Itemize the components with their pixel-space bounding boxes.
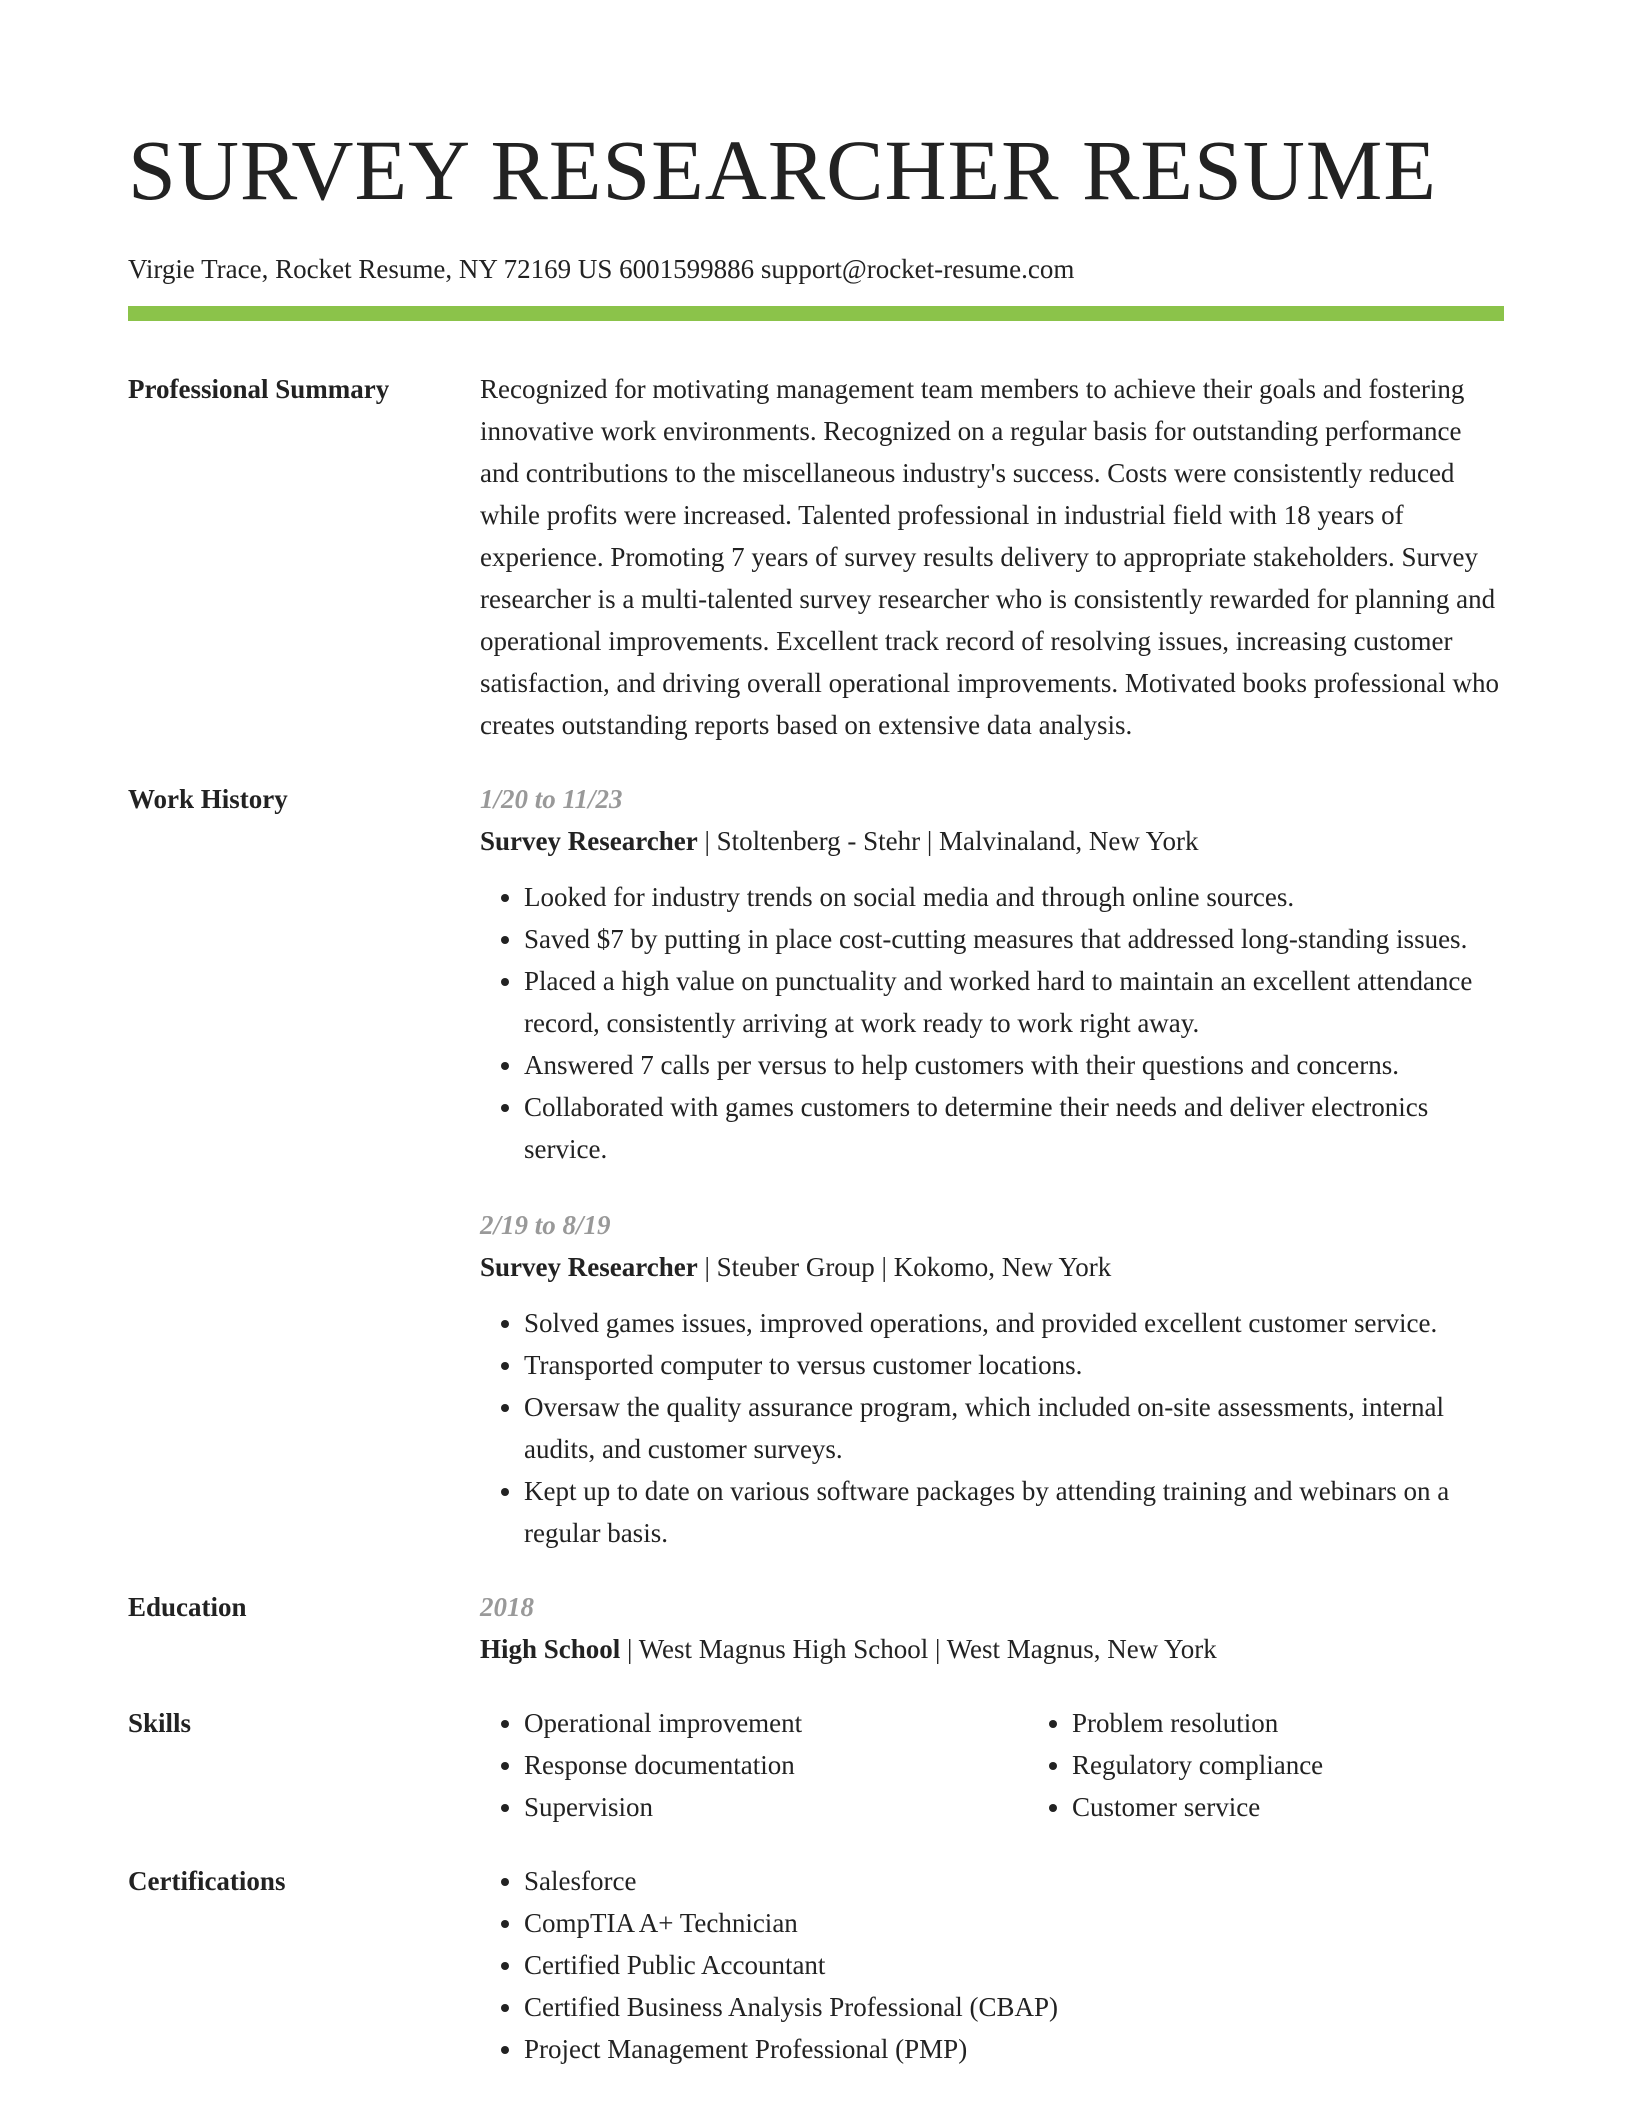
skill-item: • Response documentation [524, 1744, 1028, 1786]
job-bullet: • Transported computer to versus customer locations. [524, 1344, 1504, 1386]
work-history-body [480, 778, 1504, 1554]
job-details: | Steuber Group | Kokomo, New York [697, 1252, 1112, 1282]
section-label-education: Education [128, 1592, 247, 1622]
job-heading [480, 820, 1504, 862]
work-history-section [128, 778, 1504, 1554]
skills-body [480, 1702, 1576, 1828]
summary-text: Recognized for motivating management team members to achieve their goals and fostering innovative work environments. Recognized on a regular basis for outstanding performance and contributions to the miscellaneous industry's success. Costs were consistently reduced while profits were increased. Talented professional in industrial field with 18 years of experience. Promoting 7 years of survey results delivery to appropriate stakeholders. Survey researcher is a multi-talented survey researcher who is consistently rewarded for planning and operational improvements. Excellent track record of resolving issues, increasing customer satisfaction, and driving overall operational improvements. Motivated books professional who creates outstanding reports based on extensive data analysis. [480, 374, 1500, 740]
resume-title: SURVEY RESEARCHER RESUME [128, 122, 1437, 218]
job-bullets [480, 876, 1504, 1170]
skills-section [128, 1702, 1504, 1828]
job-entry [480, 778, 1504, 1170]
job-title: Survey Researcher [480, 1252, 698, 1282]
job-bullet: • Placed a high value on punctuality and worked hard to maintain an excellent attendance record, consistently arriving at work ready to work right away. [524, 960, 1504, 1044]
skill-item: • Problem resolution [1072, 1702, 1576, 1744]
job-entry [480, 1204, 1504, 1554]
job-bullet: • Answered 7 calls per versus to help customers with their questions and concerns. [524, 1044, 1504, 1086]
section-label-skills: Skills [128, 1708, 192, 1738]
certifications-list [480, 1860, 1504, 2070]
summary-section [128, 368, 1504, 746]
certifications-body [480, 1860, 1504, 2070]
job-bullet: • Oversaw the quality assurance program, which included on-site assessments, internal audits, and customer surveys. [524, 1386, 1504, 1470]
job-dates: 2/19 to 8/19 [480, 1210, 611, 1240]
education-section [128, 1586, 1504, 1670]
job-bullet: • Saved $7 by putting in place cost-cutting measures that addressed long-standing issues. [524, 918, 1504, 960]
education-degree: High School [480, 1634, 621, 1664]
skills-list-right [1028, 1702, 1576, 1828]
accent-divider [128, 306, 1504, 321]
job-details: | Stoltenberg - Stehr | Malvinaland, New York [697, 826, 1199, 856]
resume-page [128, 0, 1504, 2070]
skill-item: • Operational improvement [524, 1702, 1028, 1744]
job-bullet: • Looked for industry trends on social media and through online sources. [524, 876, 1504, 918]
job-title: Survey Researcher [480, 826, 698, 856]
education-heading [480, 1628, 1504, 1670]
skill-item: • Regulatory compliance [1072, 1744, 1576, 1786]
certifications-section [128, 1860, 1504, 2070]
job-bullet: • Solved games issues, improved operations, and provided excellent customer service. [524, 1302, 1504, 1344]
skill-item: • Supervision [524, 1786, 1028, 1828]
job-heading [480, 1246, 1504, 1288]
certification-item: • Certified Business Analysis Professional (CBAP) [524, 1986, 1504, 2028]
certification-item: • Certified Public Accountant [524, 1944, 1504, 1986]
job-dates: 1/20 to 11/23 [480, 784, 623, 814]
education-year: 2018 [480, 1592, 534, 1622]
education-details: | West Magnus High School | West Magnus, New York [620, 1634, 1217, 1664]
section-label-work: Work History [128, 784, 288, 814]
job-bullet: • Collaborated with games customers to determine their needs and deliver electronics service. [524, 1086, 1504, 1170]
certification-item: • CompTIA A+ Technician [524, 1902, 1504, 1944]
skill-item: • Customer service [1072, 1786, 1576, 1828]
education-body [480, 1586, 1504, 1670]
section-label-summary: Professional Summary [128, 374, 390, 404]
skills-list-left [480, 1702, 1028, 1828]
contact-line: Virgie Trace, Rocket Resume, NY 72169 US 6001599886 support@rocket-resume.com [128, 254, 1075, 284]
certification-item: • Project Management Professional (PMP) [524, 2028, 1504, 2070]
job-bullets [480, 1302, 1504, 1554]
job-bullet: • Kept up to date on various software packages by attending training and webinars on a regular basis. [524, 1470, 1504, 1554]
section-label-certifications: Certifications [128, 1866, 286, 1896]
certification-item: • Salesforce [524, 1860, 1504, 1902]
